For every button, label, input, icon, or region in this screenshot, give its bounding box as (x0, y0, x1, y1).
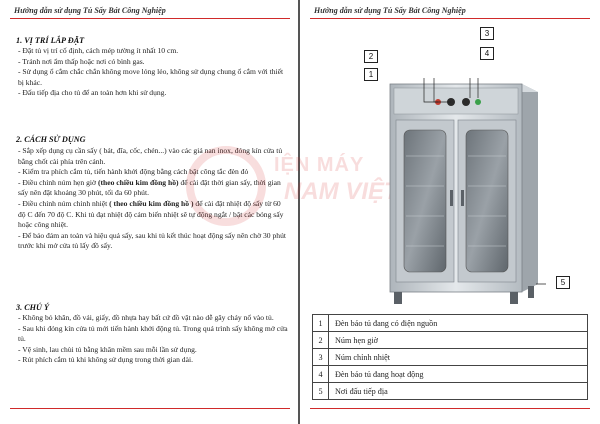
table-row (313, 366, 588, 383)
legend-number: 5 (313, 383, 329, 400)
list-item: - Để bảo đảm an toàn và hiệu quả sấy, sau khi tủ kết thúc hoạt động sấy nên chờ 30 phút trước khi mở cửa tủ lấy đồ sấy. (18, 230, 286, 251)
callout-2: 2 (364, 50, 378, 63)
list-item: - Sử dụng ổ cắm chắc chắn không move lỏng lẻo, không sử dụng chung ổ cắm với thiết bị khác. (18, 67, 284, 87)
legend-number: 2 (313, 332, 329, 349)
list-item: - Không bỏ khăn, đồ vải, giấy, đồ nhựa hay bất cứ đồ vật nào dễ gây cháy nổ vào tủ. (18, 313, 274, 322)
legend-label: Nơi đấu tiếp địa (329, 383, 588, 400)
left-handle-icon (450, 190, 453, 206)
cabinet-side-panel (522, 84, 538, 292)
footer-rule (10, 408, 290, 409)
cabinet-illustration (376, 78, 546, 308)
legend-number: 4 (313, 366, 329, 383)
list-item: - Rút phích cắm tủ khi không sử dụng trong thời gian dài. (18, 355, 193, 365)
section-heading-installation: 1. VỊ TRÍ LẮP ĐẶT (16, 36, 85, 45)
list-item: - Điều chỉnh núm hẹn giờ (theo chiều kim đồng hồ) để cài đặt thời gian sấy, thời gian sấy nên đặt khoảng 30 phút, tối đa 60 phút. (18, 177, 281, 198)
list-item: - Kiểm tra phích cắm tủ, tiến hành khởi động bằng cách bật công tắc đèn đỏ (18, 167, 249, 177)
page-header (0, 0, 300, 22)
callout-1: 1 (364, 68, 378, 81)
emphasis-text: ( theo chiều kim đồng hồ ) (109, 198, 194, 208)
header-title: Hướng dẫn sử dụng Tủ Sấy Bát Công Nghiệp (314, 6, 466, 15)
right-door-window (466, 130, 508, 272)
legend-label: Núm hẹn giờ (329, 332, 588, 349)
list-item: - Sắp xếp dụng cụ cần sấy ( bát, đĩa, cốc, chén...) vào các giá nan inox, đóng kín cửa tủ bằng chốt cài phía trên cánh. (18, 146, 283, 166)
table-row (313, 349, 588, 366)
list-item: - Tránh nơi ẩm thấp hoặc nơi có bình gas. (18, 56, 145, 66)
cabinet-drawing (376, 78, 546, 308)
list-item: - Đặt tủ vị trí cố định, cách mép tường ít nhất 10 cm. (18, 46, 179, 55)
emphasis-text: (theo chiều kim đồng hồ) (97, 177, 179, 187)
thermostat-knob-icon (462, 98, 470, 106)
table-row (313, 315, 588, 332)
usage-list (18, 146, 288, 252)
legend-label: Đèn báo tủ đang hoạt động (329, 366, 588, 383)
callout-5: 5 (556, 276, 570, 289)
section-heading-usage: 2. CÁCH SỬ DỤNG (16, 135, 86, 144)
callout-3: 3 (480, 27, 494, 40)
header-rule (10, 18, 290, 19)
left-door-window (404, 130, 446, 272)
list-item: - Vệ sinh, lau chùi tủ bằng khăn mềm sau mỗi lần sử dụng. (18, 344, 197, 354)
list-item: - Đấu tiếp địa cho tủ để an toàn hơn khi sử dụng. (18, 88, 167, 98)
legend-number: 1 (313, 315, 329, 332)
leg-icon (528, 286, 534, 298)
footer-rule (310, 408, 590, 409)
page-header (300, 0, 600, 22)
legend-number: 3 (313, 349, 329, 366)
list-item: - Điều chỉnh núm chỉnh nhiệt ( theo chiều kim đồng hồ ) để cài đặt nhiệt độ sấy từ 60 độ C đến 70 độ C. Khi tủ đạt nhiệt độ cảm biến nhiệt sẽ tự động ngắt / bật các bóng sấy hoặc công nhiệt. (18, 198, 284, 230)
right-handle-icon (461, 190, 464, 206)
legend-label: Núm chỉnh nhiệt (329, 349, 588, 366)
installation-list (18, 46, 288, 99)
control-panel (394, 88, 518, 114)
section-heading-notes: 3. CHÚ Ý (16, 303, 49, 312)
legend-label: Đèn báo tủ đang có điện nguồn (329, 315, 588, 332)
header-rule (310, 18, 590, 19)
table-row (313, 383, 588, 400)
callout-4: 4 (480, 47, 494, 60)
leg-icon (394, 292, 402, 304)
list-item: - Sau khi đóng kín cửa tủ mới tiến hành khởi động tủ. Trong quá trình sấy không mở cửa tủ. (18, 323, 288, 344)
header-title: Hướng dẫn sử dụng Tủ Sấy Bát Công Nghiệp (14, 6, 166, 15)
notes-list (18, 313, 288, 366)
leg-icon (510, 292, 518, 304)
parts-legend-table (312, 314, 588, 400)
table-row (313, 332, 588, 349)
working-light-icon (475, 99, 481, 105)
